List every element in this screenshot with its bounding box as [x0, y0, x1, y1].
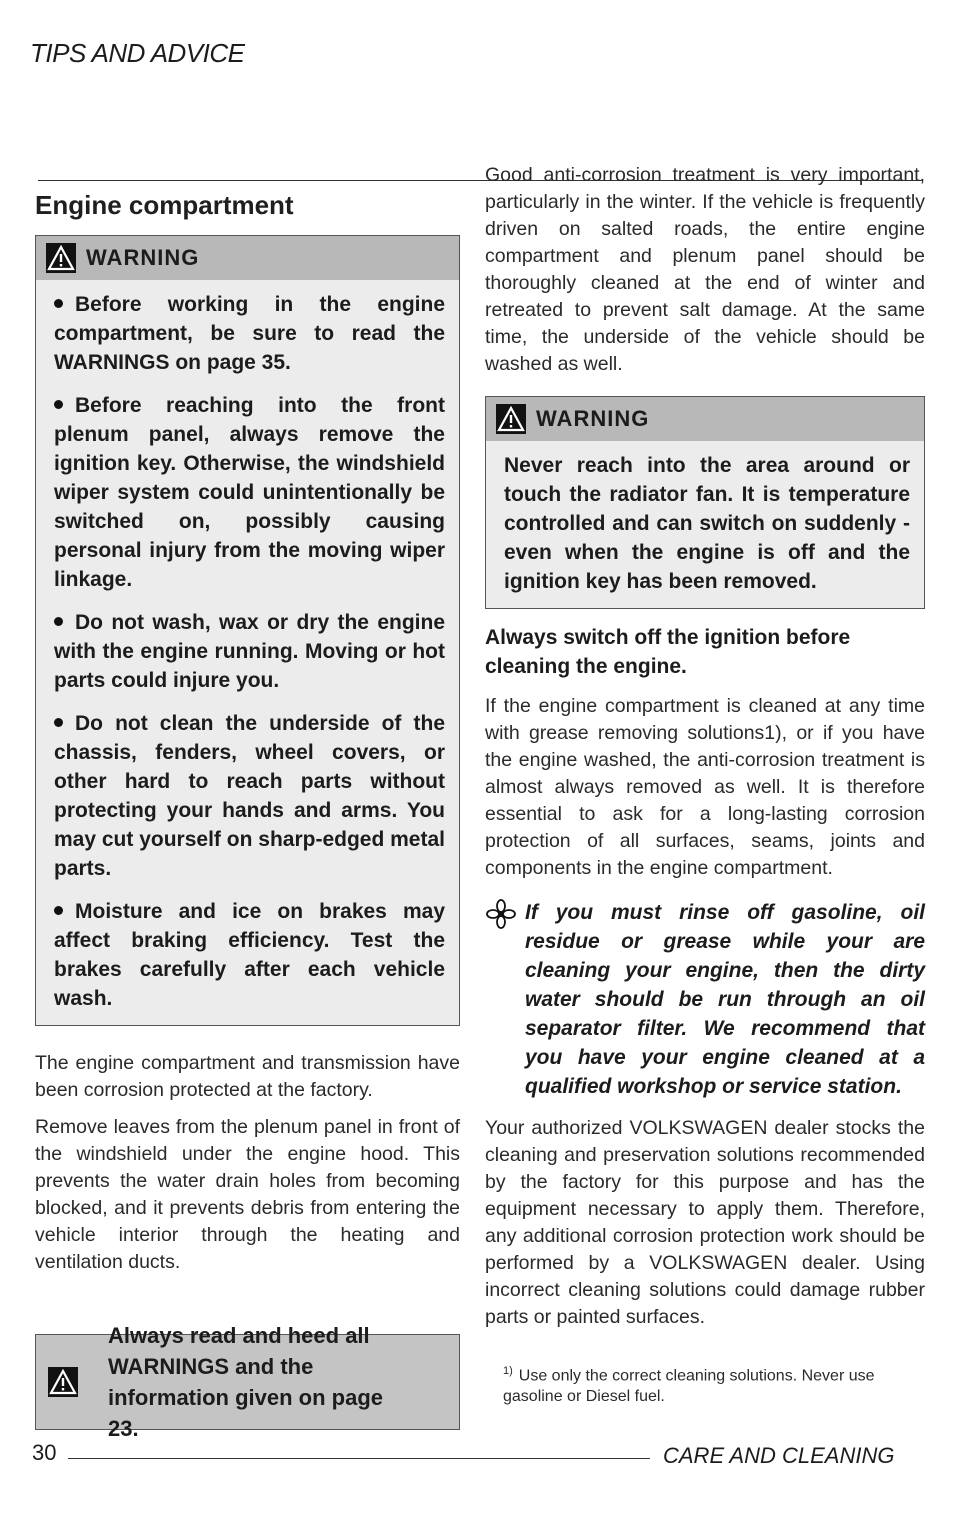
page-number: 30 [32, 1440, 57, 1465]
warning-item-text: Before working in the engine compartment, be sure to read the WARNINGS on page 35. [54, 293, 445, 374]
body-paragraph: The engine compartment and transmission have been corrosion protected at the factory. [35, 1052, 460, 1101]
warning-item [54, 897, 445, 1013]
warning-item [54, 709, 445, 883]
bullet-icon [54, 299, 63, 308]
section-title: Engine compartment [35, 190, 294, 220]
warning-body [486, 441, 924, 608]
warning-item [54, 608, 445, 695]
warning-box [35, 235, 460, 1026]
body-paragraph: Remove leaves from the plenum panel in front of the windshield under the engine hood. This prevents the water drain holes from becoming blocked, and it prevents debris from entering the vehicle interior through the heating and ventilation ducts. [35, 1116, 460, 1273]
body-paragraph: If the engine compartment is cleaned at any time with grease removing solutions1), or if you have the engine washed, the anti-corrosion treatment is almost always removed as well. It is therefore essential to ask for a long-lasting corrosion protection of all surfaces, seams, joints and components in the engine compartment. [485, 695, 925, 879]
subheading: Always switch off the ignition before cleaning the engine. [485, 626, 851, 678]
tip-note [485, 898, 925, 1101]
read-warnings-box [35, 1323, 460, 1441]
warning-item [54, 391, 445, 594]
warning-body [36, 280, 459, 1025]
bullet-icon [54, 906, 63, 915]
footnote [485, 1361, 925, 1407]
left-column [35, 190, 460, 1441]
warning-item-text: Moisture and ice on brakes may affect braking efficiency. Test the brakes carefully after each vehicle wash. [54, 900, 445, 1010]
bullet-icon [54, 718, 63, 727]
running-header: TIPS AND ADVICE [30, 38, 245, 68]
tip-text: If you must rinse off gasoline, oil residue or grease while your are cleaning your engine, then the dirty water should be run through an oil separator filter. We recommend that you have your engine cleaned at a qualified workshop or service station. [525, 901, 925, 1098]
bullet-icon [54, 400, 63, 409]
warning-label: WARNING [536, 406, 650, 431]
warning-header [486, 397, 924, 441]
intro-paragraph: Good anti-corrosion treatment is very important, particularly in the winter. If the vehicle is frequently driven on salted roads, the entire engine compartment and plenum panel should be thoroughly cleaned at the end of winter and retreated to prevent salt damage. At the same time, the underside of the vehicle should be washed as well. [485, 164, 925, 375]
warning-item [54, 290, 445, 377]
warning-triangle-icon [496, 404, 526, 434]
warning-item-text: Do not wash, wax or dry the engine with the engine running. Moving or hot parts could injure you. [54, 611, 445, 692]
body-paragraph: Your authorized VOLKSWAGEN dealer stocks the cleaning and preservation solutions recommended by the factory for this purpose and has the equipment necessary to apply them. Therefore, any additional corrosion protection work should be performed by a VOLKSWAGEN dealer. Using incorrect cleaning solutions could damage rubber parts or painted surfaces. [485, 1117, 925, 1328]
read-warnings-text: Always read and heed all WARNINGS and the information given on page 23. [108, 1323, 384, 1441]
footnote-text: Use only the correct cleaning solutions. Never use gasoline or Diesel fuel. [503, 1367, 875, 1406]
bullet-icon [54, 617, 63, 626]
warning-text: Never reach into the area around or touch the radiator fan. It is temperature controlled and can switch on suddenly - even when the engine is off and the ignition key has been removed. [504, 454, 910, 593]
footer-section-title: CARE AND CLEANING [663, 1443, 895, 1468]
warning-triangle-icon [48, 1367, 78, 1397]
warning-item-text: Do not clean the underside of the chassis, fenders, wheel covers, or other hard to reach parts without protecting your hands and arms. You may cut yourself on sharp-edged metal parts. [54, 712, 445, 880]
warning-triangle-icon [46, 243, 76, 273]
warning-item-text: Before reaching into the front plenum panel, always remove the ignition key. Otherwise, the windshield wiper system could unintentionally be switched on, possibly causing personal injury from the moving wiper linkage. [54, 394, 445, 591]
warning-box [485, 396, 925, 609]
warning-label: WARNING [86, 245, 200, 270]
right-column [485, 162, 925, 1407]
environment-flower-icon [485, 898, 517, 930]
warning-header [36, 236, 459, 280]
bottom-rule [68, 1458, 650, 1459]
footnote-mark: 1) [503, 1365, 513, 1377]
